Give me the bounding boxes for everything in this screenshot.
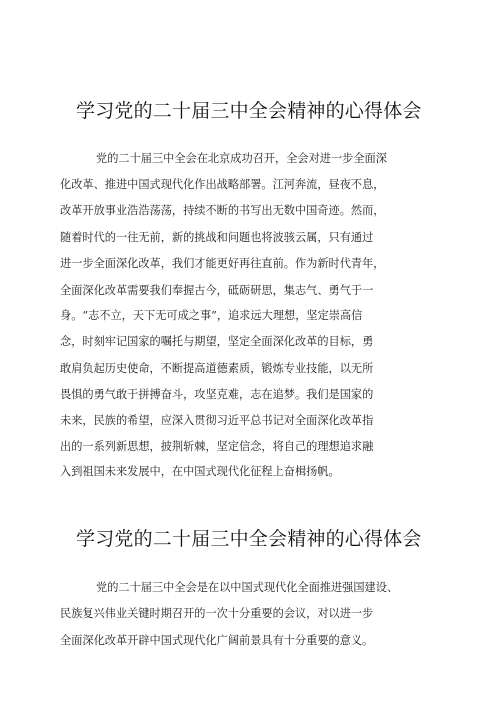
paragraph-line: 进一步全面深化改革，我们才能更好再往直前。作为新时代青年， xyxy=(60,257,385,270)
section-title-2: 学习党的二十届三中全会精神的心得体会 xyxy=(76,528,422,550)
paragraph-line: 未来，民族的希望，应深入贯彻习近平总书记对全面深化改革指 xyxy=(60,414,374,427)
paragraph-line: 出的一系列新思想，披荆斩棘，坚定信念，将自己的理想追求融 xyxy=(60,440,374,453)
paragraph-line: 民族复兴伟业关键时期召开的一次十分重要的会议，对以进一步 xyxy=(60,607,374,620)
paragraph-line: 畏惧的勇气敢于拼搏奋斗，攻坚克难，志在追梦。我们是国家的 xyxy=(60,388,374,401)
paragraph-line: 念，时刻牢记国家的嘱托与期望，坚定全面深化改革的目标，勇 xyxy=(60,335,374,348)
paragraph-line: 化改革、推进中国式现代化作出战略部署。江河奔流，昼夜不息， xyxy=(60,178,385,191)
paragraph-line: 敢肩负起历史使命，不断提高道德素质，锻炼专业技能，以无所 xyxy=(60,362,374,375)
paragraph-line: 随着时代的一往无前，新的挑战和问题也将波骇云属，只有通过 xyxy=(60,231,374,244)
paragraph-line: 全面深化改革需要我们奉握古今，砥砺研思，集志气、勇气于一 xyxy=(60,284,374,297)
paragraph-line: 党的二十届三中全会在北京成功召开，全会对进一步全面深 xyxy=(96,152,387,165)
paragraph-line: 党的二十届三中全会是在以中国式现代化全面推进强国建设、 xyxy=(96,581,399,594)
section-title-1: 学习党的二十届三中全会精神的心得体会 xyxy=(76,100,422,122)
paragraph-line: 改革开放事业浩浩荡荡，持续不断的书写出无数中国奇迹。然而， xyxy=(60,204,385,217)
paragraph-line: 入到祖国未来发展中，在中国式现代化征程上奋楫扬帆。 xyxy=(60,465,340,478)
paragraph-line: 身。“志不立，天下无可成之事”，追求远大理想，坚定崇高信 xyxy=(60,309,363,322)
paragraph-line: 全面深化改革开辟中国式现代化广阔前景具有十分重要的意义。 xyxy=(60,634,374,647)
